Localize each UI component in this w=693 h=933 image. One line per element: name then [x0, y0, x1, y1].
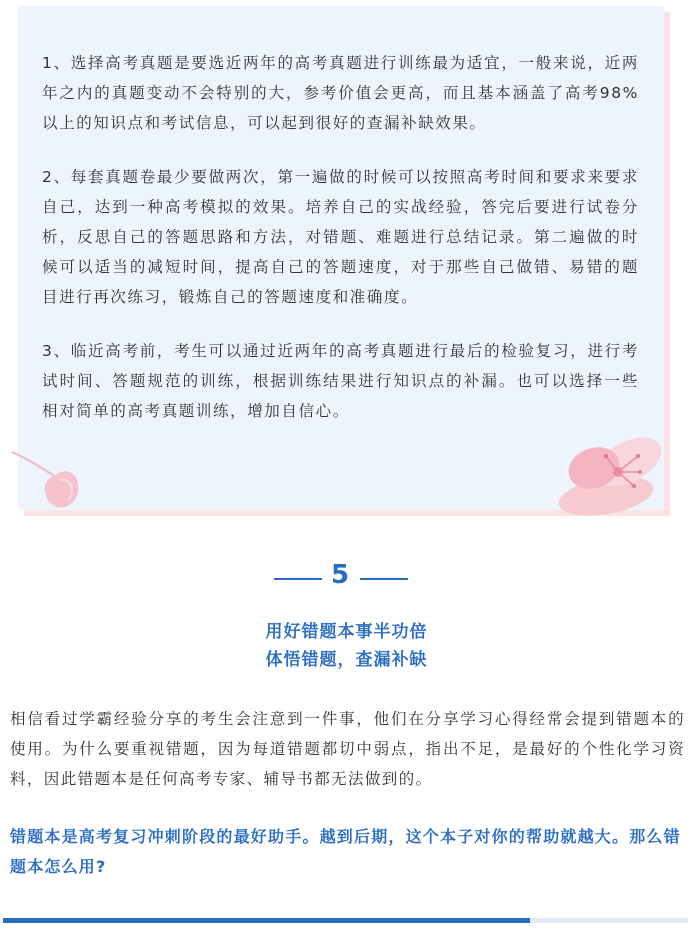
section-heading: [0, 618, 693, 674]
section-title-line-2: 体悟错题，查漏补缺: [265, 650, 428, 670]
tip-paragraph-2: 2、每套真题卷最少要做两次，第一遍做的时候可以按照高考时间和要求来要求自己，达到一种高考模拟的效果。培养自己的实战经验，答完后要进行试卷分析，反思自己的答题思路和方法，对错题、难题进行总结记录。第二遍做的时候可以适当的减短时间，提高自己的答题速度，对于那些自己做错、易错的题目进行再次练习，锻炼自己的答题速度和准确度。: [42, 168, 639, 306]
emphasis-paragraph: 错题本是高考复习冲刺阶段的最好助手。越到后期，这个本子对你的帮助就越大。那么错题本怎么用?: [10, 827, 681, 876]
section-title-line-1: 用好错题本事半功倍: [265, 622, 428, 642]
tip-paragraph-3: 3、临近高考前，考生可以通过近两年的高考真题进行最后的检验复习，进行考试时间、答题规范的训练，根据训练结果进行知识点的补漏。也可以选择一些相对简单的高考真题训练，增加自信心。: [42, 342, 639, 420]
body-paragraph: 相信看过学霸经验分享的考生会注意到一件事，他们在分享学习心得经常会提到错题本的使用。为什么要重视错题，因为每道错题都切中弱点，指出不足，是最好的个性化学习资料，因此错题本是任何高考专家、辅导书都无法做到的。: [10, 710, 685, 788]
reading-progress-bar: [3, 918, 688, 923]
tips-card: [18, 6, 670, 516]
section-number-divider: [0, 558, 693, 598]
divider-line-right: [360, 578, 408, 580]
reading-progress-fill: [3, 918, 530, 923]
tip-paragraph-1: 1、选择高考真题是要选近两年的高考真题进行训练最为适宜，一般来说，近两年之内的真题变动不会特别的大，参考价值会更高，而且基本涵盖了高考98%以上的知识点和考试信息，可以起到很好的查漏补缺效果。: [42, 54, 639, 132]
flower-decoration-right: [536, 416, 666, 516]
petal-decoration-left: [10, 438, 90, 518]
section-number: 5: [330, 560, 350, 590]
divider-line-left: [274, 578, 322, 580]
